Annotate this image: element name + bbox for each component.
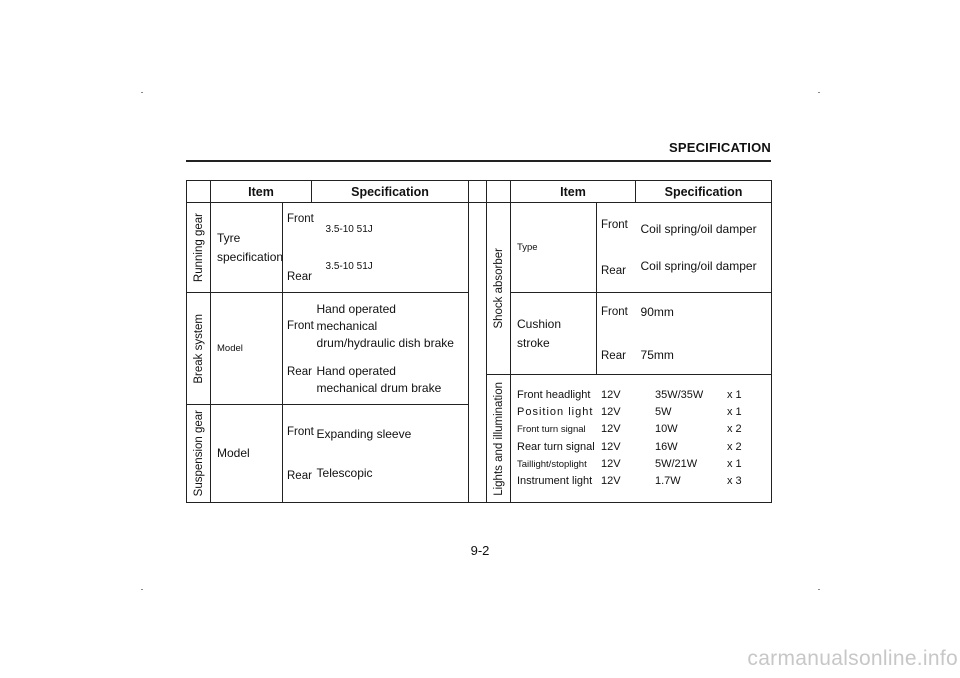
light-quantity: x 3	[727, 474, 742, 487]
right-header-gap	[469, 181, 487, 203]
rear-label: Rear	[287, 469, 312, 482]
right-header-group	[487, 181, 511, 203]
item-tyre-specification: Tyre specification	[211, 203, 283, 293]
light-wattage: 5W	[655, 406, 672, 419]
left-header-group	[187, 181, 211, 203]
group-shock-absorber: Shock absorber	[487, 203, 511, 375]
rear-label: Rear	[287, 365, 312, 378]
page-header-title: SPECIFICATION	[668, 140, 771, 155]
right-header-spec: Specification	[636, 181, 772, 203]
brake-front-spec: Hand operated mechanical drum/hydraulic dish brake	[316, 301, 454, 350]
light-quantity: x 1	[727, 457, 742, 470]
corner-mark	[818, 92, 820, 93]
front-label: Front	[287, 212, 314, 225]
item-cushion-stroke: Cushion stroke	[511, 293, 597, 375]
position-cell	[283, 405, 312, 503]
light-item-name: Taillight/stoplight	[517, 458, 587, 470]
light-item-name: Rear turn signal	[517, 440, 595, 453]
position-cell	[597, 203, 636, 293]
tyre-rear-spec: 3.5-10 51J	[325, 260, 373, 272]
brake-rear-spec: Hand operated mechanical drum brake	[316, 363, 442, 395]
list-item	[511, 439, 771, 456]
position-cell	[283, 203, 312, 293]
tyre-spec-cell	[312, 203, 469, 293]
rear-label: Rear	[287, 270, 312, 283]
group-break-system: Break system	[187, 293, 211, 405]
front-label: Front	[287, 319, 314, 332]
shock-type-rear-spec: Coil spring/oil damper	[640, 258, 757, 273]
cushion-stroke-rear-spec: 75mm	[640, 347, 674, 362]
group-running-gear: Running gear	[187, 203, 211, 293]
rear-label: Rear	[601, 349, 626, 362]
shock-type-front-spec: Coil spring/oil damper	[640, 221, 757, 236]
item-shock-type: Type	[511, 203, 597, 293]
list-item	[511, 421, 771, 438]
light-wattage: 16W	[655, 440, 678, 453]
front-label: Front	[601, 218, 628, 231]
right-spec-table	[468, 180, 772, 503]
group-lights-illumination: Lights and illumination	[487, 375, 511, 503]
group-suspension-gear: Suspension gear	[187, 405, 211, 503]
light-quantity: x 2	[727, 440, 742, 453]
right-header-item: Item	[511, 181, 636, 203]
front-label: Front	[287, 425, 314, 438]
item-brake-model: Model	[211, 293, 283, 405]
suspension-rear-spec: Telescopic	[316, 465, 373, 480]
light-wattage: 5W/21W	[655, 457, 698, 470]
tyre-front-spec: 3.5-10 51J	[325, 223, 373, 235]
light-voltage: 12V	[601, 423, 621, 436]
light-voltage: 12V	[601, 440, 621, 453]
position-cell	[597, 293, 636, 375]
light-wattage: 1.7W	[655, 474, 681, 487]
corner-mark	[141, 589, 143, 590]
light-item-name: Instrument light	[517, 474, 593, 487]
rear-label: Rear	[601, 264, 626, 277]
light-voltage: 12V	[601, 457, 621, 470]
shock-type-spec-cell	[636, 203, 772, 293]
left-header-item: Item	[211, 181, 312, 203]
light-quantity: x 1	[727, 406, 742, 419]
item-suspension-model: Model	[211, 405, 283, 503]
lights-cell	[511, 375, 772, 503]
light-quantity: x 1	[727, 388, 742, 401]
front-label: Front	[601, 305, 628, 318]
left-header-spec: Specification	[312, 181, 469, 203]
watermark: carmanualsonline.info	[747, 647, 958, 670]
lights-list	[511, 387, 771, 490]
gap-column	[469, 203, 487, 503]
light-quantity: x 2	[727, 423, 742, 436]
light-voltage: 12V	[601, 474, 621, 487]
list-item	[511, 387, 771, 404]
light-voltage: 12V	[601, 406, 621, 419]
header-rule	[186, 160, 771, 162]
cushion-stroke-spec-cell	[636, 293, 772, 375]
list-item	[511, 473, 771, 490]
light-item-name: Front headlight	[517, 388, 591, 401]
corner-mark	[818, 589, 820, 590]
light-item-name: Position light	[517, 406, 594, 419]
light-voltage: 12V	[601, 388, 621, 401]
page-number: 9-2	[470, 543, 490, 558]
left-spec-table	[186, 180, 469, 503]
list-item	[511, 456, 771, 473]
suspension-front-spec: Expanding sleeve	[316, 426, 412, 441]
light-wattage: 35W/35W	[655, 388, 704, 401]
brake-spec-cell	[312, 293, 469, 405]
cushion-stroke-front-spec: 90mm	[640, 304, 674, 319]
list-item	[511, 404, 771, 421]
corner-mark	[141, 92, 143, 93]
light-wattage: 10W	[655, 423, 678, 436]
suspension-spec-cell	[312, 405, 469, 503]
light-item-name: Front turn signal	[517, 424, 586, 436]
position-cell	[283, 293, 312, 405]
